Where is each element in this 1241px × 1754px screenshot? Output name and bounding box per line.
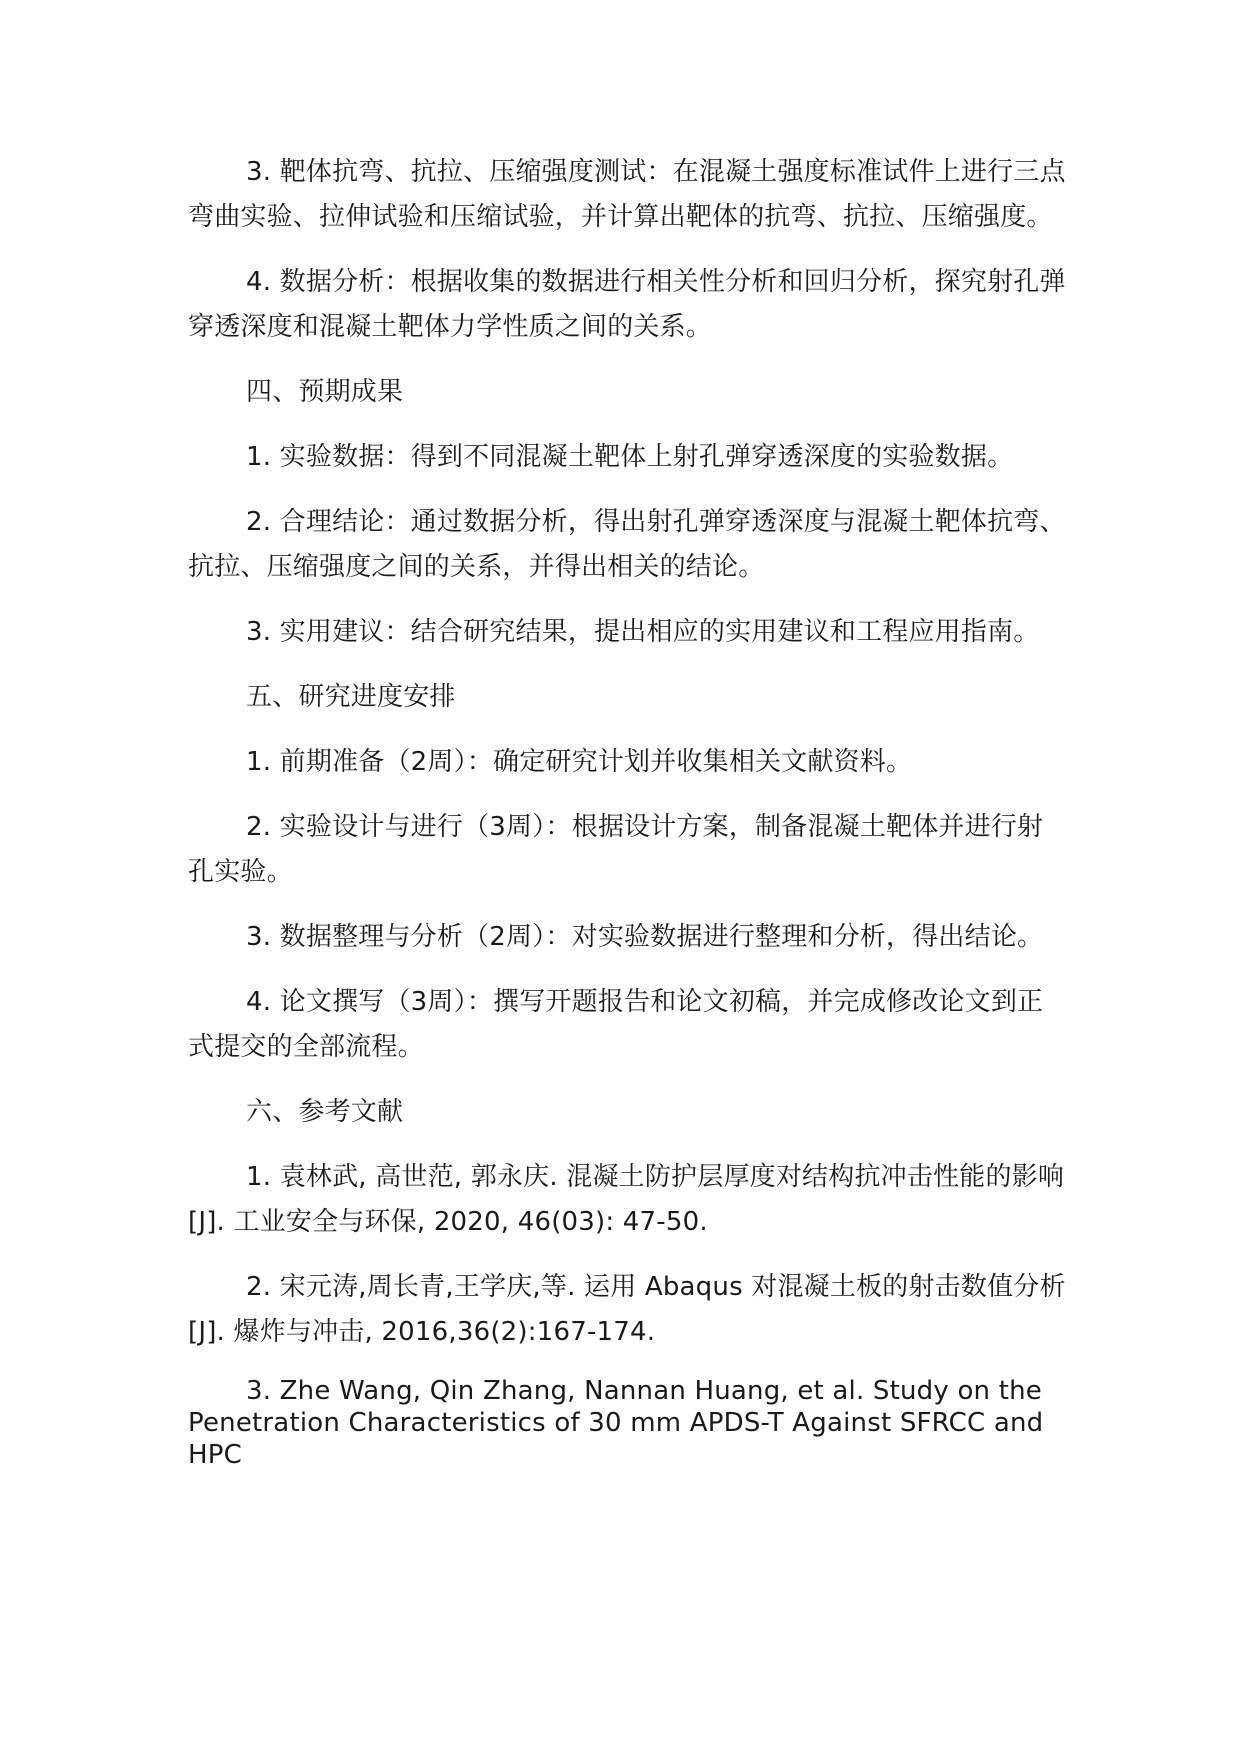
document-page: [188, 150, 1068, 1491]
paragraph-practical-advice: 3. 实用建议：结合研究结果，提出相应的实用建议和工程应用指南。: [246, 617, 1040, 647]
paragraph-schedule-experiment: 2. 实验设计与进行（3周）：根据设计方案，制备混凝土靶体并进行射孔实验。: [188, 812, 1044, 887]
paragraph-data-analysis: 4. 数据分析：根据收集的数据进行相关性分析和回归分析，探究射孔弹穿透深度和混凝土靶体力学性质之间的关系。: [188, 267, 1066, 342]
reference-item-2: 2. 宋元涛,周长青,王学庆,等. 运用 Abaqus 对混凝土板的射击数值分析[J]. 爆炸与冲击, 2016,36(2):167-174.: [188, 1272, 1066, 1347]
paragraph-schedule-analysis: 3. 数据整理与分析（2周）：对实验数据进行整理和分析，得出结论。: [246, 922, 1044, 952]
section-heading-schedule: 五、研究进度安排: [246, 682, 456, 712]
reference-item-3: 3. Zhe Wang, Qin Zhang, Nannan Huang, et al. Study on the Penetration Characteristics of 30 mm APDS-T Against SFRCC and HPC: [188, 1376, 1044, 1470]
paragraph-schedule-writing: 4. 论文撰写（3周）：撰写开题报告和论文初稿，并完成修改论文到正式提交的全部流程。: [188, 987, 1044, 1062]
section-heading-expected-results: 四、预期成果: [246, 377, 404, 407]
reference-item-1: 1. 袁林武, 高世范, 郭永庆. 混凝土防护层厚度对结构抗冲击性能的影响[J]. 工业安全与环保, 2020, 46(03): 47-50.: [188, 1162, 1065, 1237]
paragraph-target-strength-test: 3. 靶体抗弯、抗拉、压缩强度测试：在混凝土强度标准试件上进行三点弯曲实验、拉伸试验和压缩试验，并计算出靶体的抗弯、抗拉、压缩强度。: [188, 157, 1066, 232]
paragraph-reasonable-conclusion: 2. 合理结论：通过数据分析，得出射孔弹穿透深度与混凝土靶体抗弯、抗拉、压缩强度之间的关系，并得出相关的结论。: [188, 507, 1066, 582]
paragraph-experimental-data: 1. 实验数据：得到不同混凝土靶体上射孔弹穿透深度的实验数据。: [246, 442, 1014, 472]
paragraph-schedule-preparation: 1. 前期准备（2周）：确定研究计划并收集相关文献资料。: [246, 747, 913, 777]
section-heading-references: 六、参考文献: [246, 1097, 404, 1127]
